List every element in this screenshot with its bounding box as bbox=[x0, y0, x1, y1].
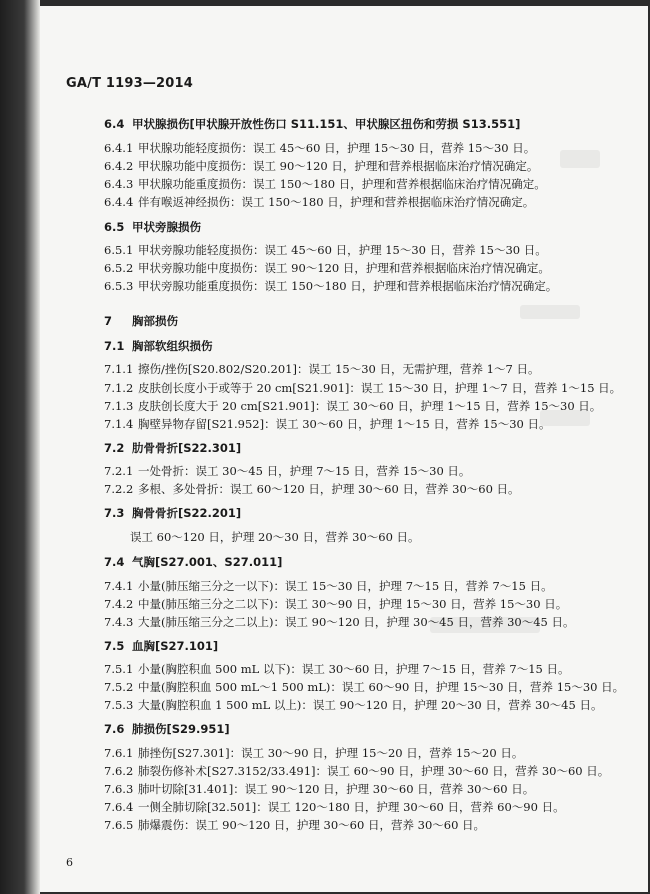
clause-text: 胸部损伤 bbox=[132, 314, 178, 328]
clause-number: 6.5.3 bbox=[104, 279, 134, 293]
clause-line bbox=[104, 195, 534, 209]
clause-text: 皮肤创长度大于 20 cm[S21.901]：误工 30～60 日，护理 1～15 日，营养 15～30 日。 bbox=[138, 399, 602, 413]
clause-text: 肺损伤[S29.951] bbox=[132, 722, 230, 736]
clause-text: 擦伤/挫伤[S20.802/S20.201]：误工 15～30 日，无需护理，营养 1～7 日。 bbox=[138, 362, 540, 376]
clause-text: 甲状腺功能中度损伤：误工 90～120 日，护理和营养根据临床治疗情况确定。 bbox=[138, 159, 539, 173]
clause-line bbox=[104, 746, 523, 760]
section-heading bbox=[104, 639, 218, 653]
section-heading bbox=[104, 722, 230, 736]
clause-text: 肺爆震伤：误工 90～120 日，护理 30～60 日，营养 30～60 日。 bbox=[138, 818, 486, 832]
scan-spot bbox=[560, 150, 600, 168]
clause-line bbox=[104, 362, 539, 376]
clause-text: 甲状旁腺功能轻度损伤：误工 45～60 日，护理 15～30 日，营养 15～30 日。 bbox=[138, 243, 547, 257]
clause-number: 6.4.2 bbox=[104, 159, 134, 173]
clause-number: 7.2.1 bbox=[104, 464, 134, 478]
clause-number: 6.4.1 bbox=[104, 141, 134, 155]
clause-text: 一处骨折：误工 30～45 日，护理 7～15 日，营养 15～30 日。 bbox=[138, 464, 471, 478]
clause-text: 甲状旁腺损伤 bbox=[132, 220, 201, 234]
clause-text: 皮肤创长度小于或等于 20 cm[S21.901]：误工 15～30 日，护理 1～7 日，营养 1～15 日。 bbox=[138, 381, 622, 395]
clause-text: 甲状旁腺功能重度损伤：误工 150～180 日，护理和营养根据临床治疗情况确定。 bbox=[138, 279, 558, 293]
clause-number: 7.5.2 bbox=[104, 680, 134, 694]
clause-text: 甲状旁腺功能中度损伤：误工 90～120 日，护理和营养根据临床治疗情况确定。 bbox=[138, 261, 550, 275]
clause-text: 伴有喉返神经损伤：误工 150～180 日，护理和营养根据临床治疗情况确定。 bbox=[138, 195, 535, 209]
clause-number: 7.6 bbox=[104, 722, 125, 736]
clause-number: 7.2.2 bbox=[104, 482, 134, 496]
clause-text: 一侧全肺切除[32.501]：误工 120～180 日，护理 30～60 日，营养 60～90 日。 bbox=[138, 800, 565, 814]
section-heading bbox=[104, 506, 241, 520]
clause-line bbox=[104, 399, 601, 413]
clause-number: 7.6.4 bbox=[104, 800, 134, 814]
clause-line bbox=[104, 159, 538, 173]
clause-number: 7.5.3 bbox=[104, 698, 134, 712]
clause-line bbox=[104, 261, 550, 275]
clause-number: 7.1.1 bbox=[104, 362, 134, 376]
clause-line bbox=[104, 417, 551, 431]
clause-text: 肺叶切除[31.401]：误工 90～120 日，护理 30～60 日，营养 30～60 日。 bbox=[138, 782, 535, 796]
page-number: 6 bbox=[66, 856, 73, 869]
clause-line bbox=[104, 141, 535, 155]
clause-number: 7.4.2 bbox=[104, 597, 134, 611]
section-heading bbox=[104, 314, 178, 328]
clause-line bbox=[104, 662, 570, 676]
clause-number: 7.1 bbox=[104, 339, 125, 353]
clause-number: 7.1.3 bbox=[104, 399, 134, 413]
clause-text: 中量(胸腔积血 500 mL～1 500 mL)：误工 60～90 日，护理 15～30 日，营养 15～30 日。 bbox=[138, 680, 625, 694]
clause-line bbox=[104, 482, 520, 496]
clause-line bbox=[104, 177, 546, 191]
clause-text: 血胸[S27.101] bbox=[132, 639, 219, 653]
clause-line bbox=[104, 764, 609, 778]
clause-line bbox=[104, 579, 553, 593]
clause-number: 6.5 bbox=[104, 220, 125, 234]
clause-text: 小量(胸腔积血 500 mL 以下)：误工 30～60 日，护理 7～15 日，营养 7～15 日。 bbox=[138, 662, 570, 676]
document-id: GA/T 1193—2014 bbox=[66, 76, 194, 91]
clause-number: 6.5.2 bbox=[104, 261, 134, 275]
section-heading bbox=[104, 339, 213, 353]
clause-text: 大量(胸腔积血 1 500 mL 以上)：误工 90～120 日，护理 20～30 日，营养 30～45 日。 bbox=[138, 698, 603, 712]
clause-number: 7.6.5 bbox=[104, 818, 134, 832]
clause-number: 7.5.1 bbox=[104, 662, 134, 676]
section-heading bbox=[104, 117, 520, 131]
clause-line bbox=[130, 530, 420, 544]
clause-number: 7.2 bbox=[104, 441, 125, 455]
scan-left-edge bbox=[0, 0, 40, 894]
clause-line bbox=[104, 818, 485, 832]
clause-line bbox=[104, 597, 567, 611]
clause-text: 多根、多处骨折：误工 60～120 日，护理 30～60 日，营养 30～60 日。 bbox=[138, 482, 520, 496]
clause-text: 甲状腺功能重度损伤：误工 150～180 日，护理和营养根据临床治疗情况确定。 bbox=[138, 177, 546, 191]
clause-number: 7 bbox=[104, 314, 113, 328]
clause-number: 7.5 bbox=[104, 639, 125, 653]
clause-text: 甲状腺损伤[甲状腺开放性伤口 S11.151、甲状腺区扭伤和劳损 S13.551] bbox=[132, 117, 521, 131]
section-heading bbox=[104, 441, 241, 455]
clause-line bbox=[104, 243, 547, 257]
clause-text: 胸部软组织损伤 bbox=[132, 339, 213, 353]
clause-text: 肺裂伤修补术[S27.3152/33.491]：误工 60～90 日，护理 30～60 日，营养 30～60 日。 bbox=[138, 764, 610, 778]
clause-number: 6.5.1 bbox=[104, 243, 134, 257]
clause-text: 胸骨骨折[S22.201] bbox=[132, 506, 242, 520]
clause-text: 肋骨骨折[S22.301] bbox=[132, 441, 242, 455]
clause-line bbox=[104, 381, 621, 395]
clause-text: 大量(肺压缩三分之二以上)：误工 90～120 日，护理 30～45 日，营养 30～45 日。 bbox=[138, 615, 575, 629]
clause-text: 胸壁异物存留[S21.952]：误工 30～60 日，护理 1～15 日，营养 15～30 日。 bbox=[138, 417, 551, 431]
clause-number: 7.3 bbox=[104, 506, 125, 520]
clause-text: 气胸[S27.001、S27.011] bbox=[132, 555, 283, 569]
clause-number: 7.1.4 bbox=[104, 417, 134, 431]
section-heading bbox=[104, 555, 282, 569]
clause-number: 7.6.1 bbox=[104, 746, 134, 760]
clause-number: 7.6.2 bbox=[104, 764, 134, 778]
clause-line bbox=[104, 279, 557, 293]
clause-line bbox=[104, 782, 534, 796]
section-heading bbox=[104, 220, 201, 234]
clause-number: 6.4 bbox=[104, 117, 125, 131]
scan-spot bbox=[520, 305, 580, 319]
clause-number: 7.6.3 bbox=[104, 782, 134, 796]
clause-number: 6.4.3 bbox=[104, 177, 134, 191]
clause-number: 7.4.3 bbox=[104, 615, 134, 629]
clause-line bbox=[104, 615, 575, 629]
clause-text: 肺挫伤[S27.301]：误工 30～90 日，护理 15～20 日，营养 15～20 日。 bbox=[138, 746, 524, 760]
clause-line bbox=[104, 800, 565, 814]
clause-text: 误工 60～120 日，护理 20～30 日，营养 30～60 日。 bbox=[130, 530, 420, 544]
clause-line bbox=[104, 464, 470, 478]
clause-text: 中量(肺压缩三分之二以下)：误工 30～90 日，护理 15～30 日，营养 15～30 日。 bbox=[138, 597, 568, 611]
clause-text: 甲状腺功能轻度损伤：误工 45～60 日，护理 15～30 日，营养 15～30 日。 bbox=[138, 141, 536, 155]
clause-number: 7.4.1 bbox=[104, 579, 134, 593]
clause-text: 小量(肺压缩三分之一以下)：误工 15～30 日，护理 7～15 日，营养 7～15 日。 bbox=[138, 579, 553, 593]
clause-number: 7.1.2 bbox=[104, 381, 134, 395]
clause-line bbox=[104, 680, 624, 694]
clause-number: 6.4.4 bbox=[104, 195, 134, 209]
clause-line bbox=[104, 698, 602, 712]
clause-number: 7.4 bbox=[104, 555, 125, 569]
